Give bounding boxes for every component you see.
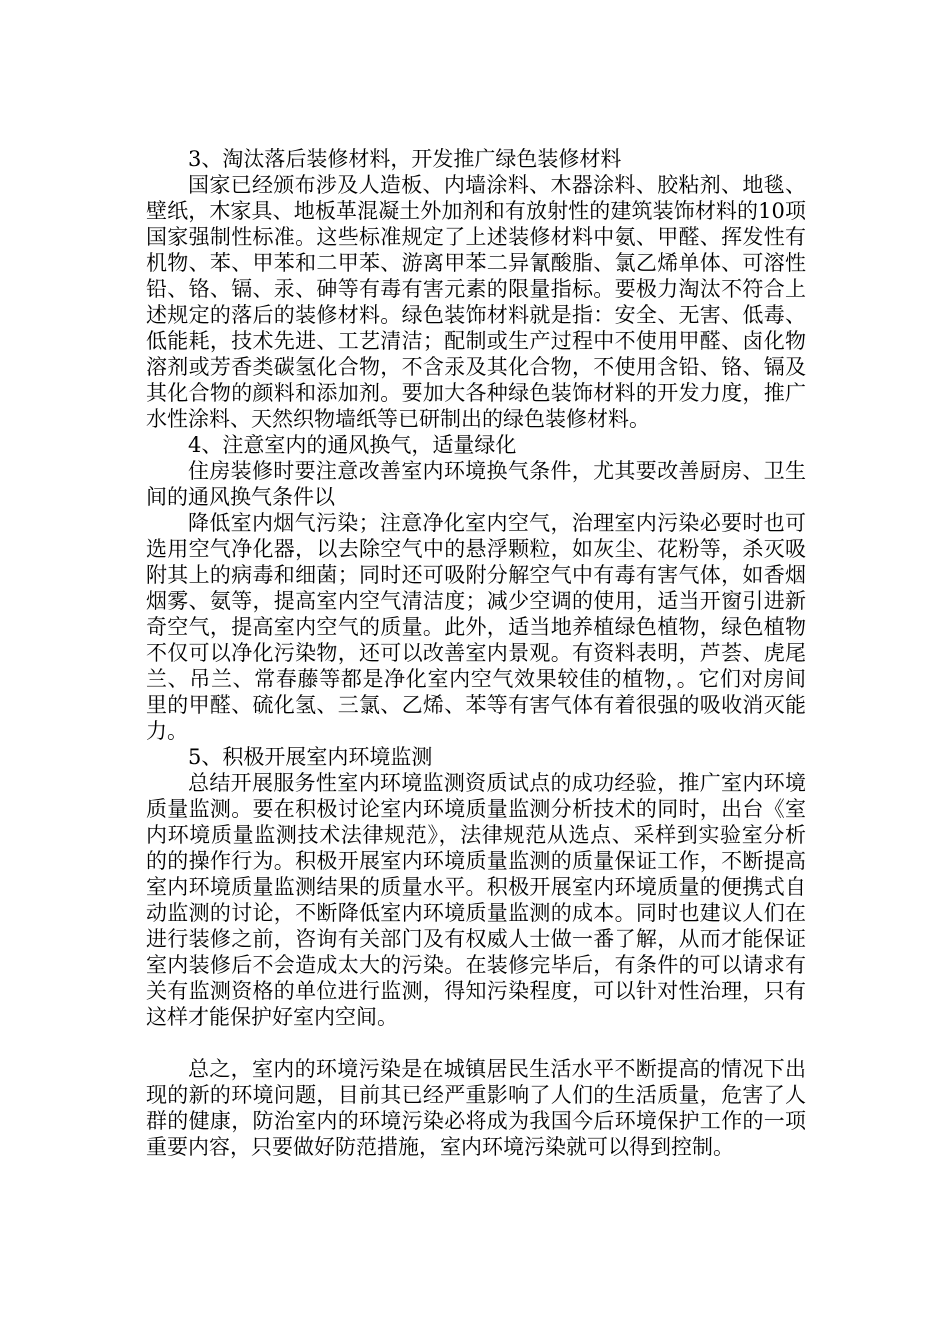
- paragraph-air-purification: 降低室内烟气污染；注意净化室内空气，治理室内污染必要时也可选用空气净化器，以去除空气中的悬浮颗粒，如灰尘、花粉等，杀灭吸附其上的病毒和细菌；同时还可吸附分解空气中有毒有害气体，如香烟烟雾、氨等，提高室内空气清洁度；减少空调的使用，适当开窗引进新奇空气，提高室内空气的质量。此外，适当地养植绿色植物，绿色植物不仅可以净化污染物，还可以改善室内景观。有资料表明，芦荟、虎尾兰、吊兰、常春藤等都是净化室内空气效果较佳的植物，。它们对房间里的甲醛、硫化氢、三氯、乙烯、苯等有害气体有着很强的吸收消灭能力。: [146, 511, 806, 743]
- paragraph-conclusion: 总之，室内的环境污染是在城镇居民生活水平不断提高的情况下出现的新的环境问题，目前其已经严重影响了人们的生活质量，危害了人群的健康，防治室内的环境污染必将成为我国今后环境保护工作的一项重要内容，只要做好防范措施，室内环境污染就可以得到控制。: [146, 1057, 806, 1159]
- section-heading-5: 5、积极开展室内环境监测: [188, 745, 433, 769]
- paragraph-green-materials: 国家已经颁布涉及人造板、内墙涂料、木器涂料、胶粘剂、地毯、壁纸，木家具、地板革混凝土外加剂和有放射性的建筑装饰材料的10项国家强制性标准。这些标准规定了上述装修材料中氨、甲醛、挥发性有机物、苯、甲苯和二甲苯、游离甲苯二异氰酸脂、氯乙烯单体、可溶性铅、铬、镉、汞、砷等有毒有害元素的限量指标。要极力淘汰不符合上述规定的落后的装修材料。绿色装饰材料就是指：安全、无害、低毒、低能耗，技术先进、工艺清洁；配制或生产过程中不使用甲醛、卤化物溶剂或芳香类碳氢化合物，不含汞及其化合物，不使用含铅、铬、镉及其化合物的颜料和添加剂。要加大各种绿色装饰材料的开发力度，推广水性涂料、天然织物墙纸等已研制出的绿色装修材料。: [146, 173, 806, 431]
- paragraph-spacer: [146, 1030, 806, 1056]
- paragraph-ventilation: 住房装修时要注意改善室内环境换气条件，尤其要改善厨房、卫生间的通风换气条件以: [146, 459, 806, 509]
- section-heading-4: 4、注意室内的通风换气，适量绿化: [188, 433, 517, 457]
- document-page: [146, 146, 806, 1160]
- section-heading-3: 3、淘汰落后装修材料，开发推广绿色装修材料: [188, 147, 622, 171]
- paragraph-monitoring: 总结开展服务性室内环境监测资质试点的成功经验，推广室内环境质量监测。要在积极讨论室内环境质量监测分析技术的同时，出台《室内环境质量监测技术法律规范》，法律规范从选点、采样到实验室分析的的操作行为。积极开展室内环境质量监测的质量保证工作，不断提高室内环境质量监测结果的质量水平。积极开展室内环境质量的便携式自动监测的讨论，不断降低室内环境质量监测的成本。同时也建议人们在进行装修之前，咨询有关部门及有权威人士做一番了解，从而才能保证室内装修后不会造成太大的污染。在装修完毕后，有条件的可以请求有关有监测资格的单位进行监测，得知污染程度，可以针对性治理，只有这样才能保护好室内空间。: [146, 771, 806, 1029]
